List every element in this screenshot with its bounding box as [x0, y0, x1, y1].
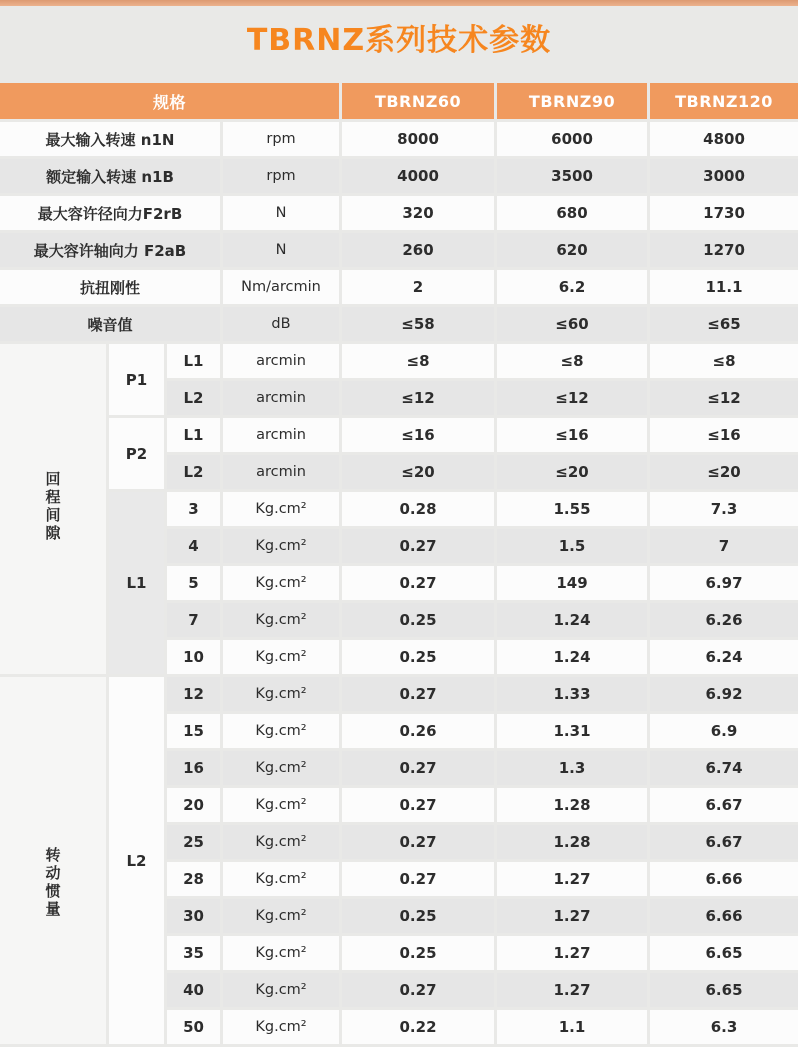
value-cell: 0.27: [342, 862, 494, 896]
value-cell: 260: [342, 233, 494, 267]
value-cell: 1.55: [497, 492, 647, 526]
value-cell: 4000: [342, 159, 494, 193]
row-label: 最大容许径向力F2rB: [0, 196, 220, 230]
ratio-cell: 4: [167, 529, 220, 563]
table-row: [0, 233, 798, 267]
row-label: 噪音值: [0, 307, 220, 341]
ratio-cell: 28: [167, 862, 220, 896]
spec-table-wrapper: [0, 80, 798, 1047]
value-cell: ≤58: [342, 307, 494, 341]
ratio-cell: 16: [167, 751, 220, 785]
ratio-cell: 15: [167, 714, 220, 748]
row-unit: Kg.cm²: [223, 529, 339, 563]
table-header-row: [0, 83, 798, 119]
row-unit: Kg.cm²: [223, 492, 339, 526]
row-unit: Kg.cm²: [223, 825, 339, 859]
row-unit: arcmin: [223, 381, 339, 415]
level-cell: L1: [167, 418, 220, 452]
value-cell: 620: [497, 233, 647, 267]
value-cell: 1.3: [497, 751, 647, 785]
value-cell: 6.67: [650, 788, 798, 822]
ratio-cell: 50: [167, 1010, 220, 1044]
value-cell: 6.92: [650, 677, 798, 711]
value-cell: 8000: [342, 122, 494, 156]
value-cell: 0.27: [342, 677, 494, 711]
table-row: [0, 196, 798, 230]
value-cell: 0.27: [342, 973, 494, 1007]
value-cell: 0.27: [342, 751, 494, 785]
row-unit: N: [223, 196, 339, 230]
row-unit: Kg.cm²: [223, 862, 339, 896]
value-cell: ≤20: [650, 455, 798, 489]
header-model-tbrnz90: TBRNZ90: [497, 83, 647, 119]
table-row: [0, 344, 798, 378]
row-unit: Nm/arcmin: [223, 270, 339, 304]
row-unit: arcmin: [223, 455, 339, 489]
value-cell: 6.65: [650, 936, 798, 970]
value-cell: ≤8: [497, 344, 647, 378]
spec-table: [0, 80, 798, 1047]
value-cell: 0.28: [342, 492, 494, 526]
value-cell: ≤12: [342, 381, 494, 415]
level-cell: L2: [167, 381, 220, 415]
section-label-backlash: 回程间隙: [0, 344, 106, 674]
value-cell: 6.66: [650, 862, 798, 896]
table-row: [0, 270, 798, 304]
row-unit: dB: [223, 307, 339, 341]
table-row: [0, 307, 798, 341]
row-unit: Kg.cm²: [223, 973, 339, 1007]
value-cell: 680: [497, 196, 647, 230]
value-cell: 0.25: [342, 603, 494, 637]
ratio-cell: 3: [167, 492, 220, 526]
value-cell: 149: [497, 566, 647, 600]
group-cell-l1: L1: [109, 492, 164, 674]
value-cell: ≤12: [497, 381, 647, 415]
value-cell: 6.67: [650, 825, 798, 859]
ratio-cell: 12: [167, 677, 220, 711]
grade-cell-p2: P2: [109, 418, 164, 489]
value-cell: 6.74: [650, 751, 798, 785]
value-cell: 3500: [497, 159, 647, 193]
row-unit: Kg.cm²: [223, 603, 339, 637]
row-unit: Kg.cm²: [223, 640, 339, 674]
value-cell: 7.3: [650, 492, 798, 526]
value-cell: 0.26: [342, 714, 494, 748]
value-cell: 6.97: [650, 566, 798, 600]
value-cell: ≤65: [650, 307, 798, 341]
row-unit: N: [223, 233, 339, 267]
value-cell: 6.26: [650, 603, 798, 637]
table-row: [0, 492, 798, 526]
value-cell: 6.9: [650, 714, 798, 748]
value-cell: 6000: [497, 122, 647, 156]
value-cell: ≤16: [650, 418, 798, 452]
value-cell: 6.2: [497, 270, 647, 304]
ratio-cell: 35: [167, 936, 220, 970]
value-cell: 0.27: [342, 788, 494, 822]
level-cell: L2: [167, 455, 220, 489]
value-cell: ≤20: [342, 455, 494, 489]
value-cell: 6.66: [650, 899, 798, 933]
row-unit: Kg.cm²: [223, 1010, 339, 1044]
level-cell: L1: [167, 344, 220, 378]
value-cell: 1.27: [497, 862, 647, 896]
value-cell: 1.24: [497, 603, 647, 637]
row-label: 抗扭刚性: [0, 270, 220, 304]
table-row: [0, 122, 798, 156]
ratio-cell: 40: [167, 973, 220, 1007]
value-cell: ≤12: [650, 381, 798, 415]
value-cell: 3000: [650, 159, 798, 193]
value-cell: 6.3: [650, 1010, 798, 1044]
ratio-cell: 5: [167, 566, 220, 600]
value-cell: 1270: [650, 233, 798, 267]
value-cell: ≤16: [342, 418, 494, 452]
row-unit: Kg.cm²: [223, 788, 339, 822]
grade-cell-p1: P1: [109, 344, 164, 415]
value-cell: 1.33: [497, 677, 647, 711]
row-unit: rpm: [223, 159, 339, 193]
value-cell: 0.25: [342, 899, 494, 933]
ratio-cell: 7: [167, 603, 220, 637]
row-unit: Kg.cm²: [223, 677, 339, 711]
row-unit: Kg.cm²: [223, 751, 339, 785]
row-unit: arcmin: [223, 418, 339, 452]
ratio-cell: 10: [167, 640, 220, 674]
row-label: 额定输入转速 n1B: [0, 159, 220, 193]
table-row: [0, 159, 798, 193]
value-cell: 1.24: [497, 640, 647, 674]
row-unit: Kg.cm²: [223, 714, 339, 748]
value-cell: 2: [342, 270, 494, 304]
section-label-inertia: 转动惯量: [0, 677, 106, 1044]
value-cell: ≤16: [497, 418, 647, 452]
value-cell: 0.27: [342, 566, 494, 600]
value-cell: ≤8: [650, 344, 798, 378]
value-cell: 11.1: [650, 270, 798, 304]
row-label: 最大输入转速 n1N: [0, 122, 220, 156]
row-unit: Kg.cm²: [223, 899, 339, 933]
value-cell: 1.27: [497, 899, 647, 933]
value-cell: 1730: [650, 196, 798, 230]
row-unit: Kg.cm²: [223, 566, 339, 600]
value-cell: 0.27: [342, 825, 494, 859]
header-model-tbrnz60: TBRNZ60: [342, 83, 494, 119]
group-cell-l2: L2: [109, 677, 164, 1044]
value-cell: 1.28: [497, 788, 647, 822]
value-cell: 0.25: [342, 936, 494, 970]
value-cell: 7: [650, 529, 798, 563]
value-cell: 4800: [650, 122, 798, 156]
page-title: TBRNZ系列技术参数: [246, 23, 552, 58]
value-cell: 0.25: [342, 640, 494, 674]
value-cell: 6.65: [650, 973, 798, 1007]
table-row: [0, 677, 798, 711]
ratio-cell: 25: [167, 825, 220, 859]
value-cell: 1.28: [497, 825, 647, 859]
row-unit: Kg.cm²: [223, 936, 339, 970]
value-cell: 1.27: [497, 936, 647, 970]
row-unit: arcmin: [223, 344, 339, 378]
header-model-tbrnz120: TBRNZ120: [650, 83, 798, 119]
ratio-cell: 30: [167, 899, 220, 933]
value-cell: 0.22: [342, 1010, 494, 1044]
table-row: [0, 418, 798, 452]
ratio-cell: 20: [167, 788, 220, 822]
value-cell: 1.27: [497, 973, 647, 1007]
value-cell: ≤20: [497, 455, 647, 489]
value-cell: 1.1: [497, 1010, 647, 1044]
value-cell: 1.31: [497, 714, 647, 748]
value-cell: ≤60: [497, 307, 647, 341]
value-cell: 320: [342, 196, 494, 230]
row-label: 最大容许轴向力 F2aB: [0, 233, 220, 267]
value-cell: 1.5: [497, 529, 647, 563]
value-cell: ≤8: [342, 344, 494, 378]
value-cell: 0.27: [342, 529, 494, 563]
value-cell: 6.24: [650, 640, 798, 674]
row-unit: rpm: [223, 122, 339, 156]
header-spec: 规格: [0, 83, 339, 119]
